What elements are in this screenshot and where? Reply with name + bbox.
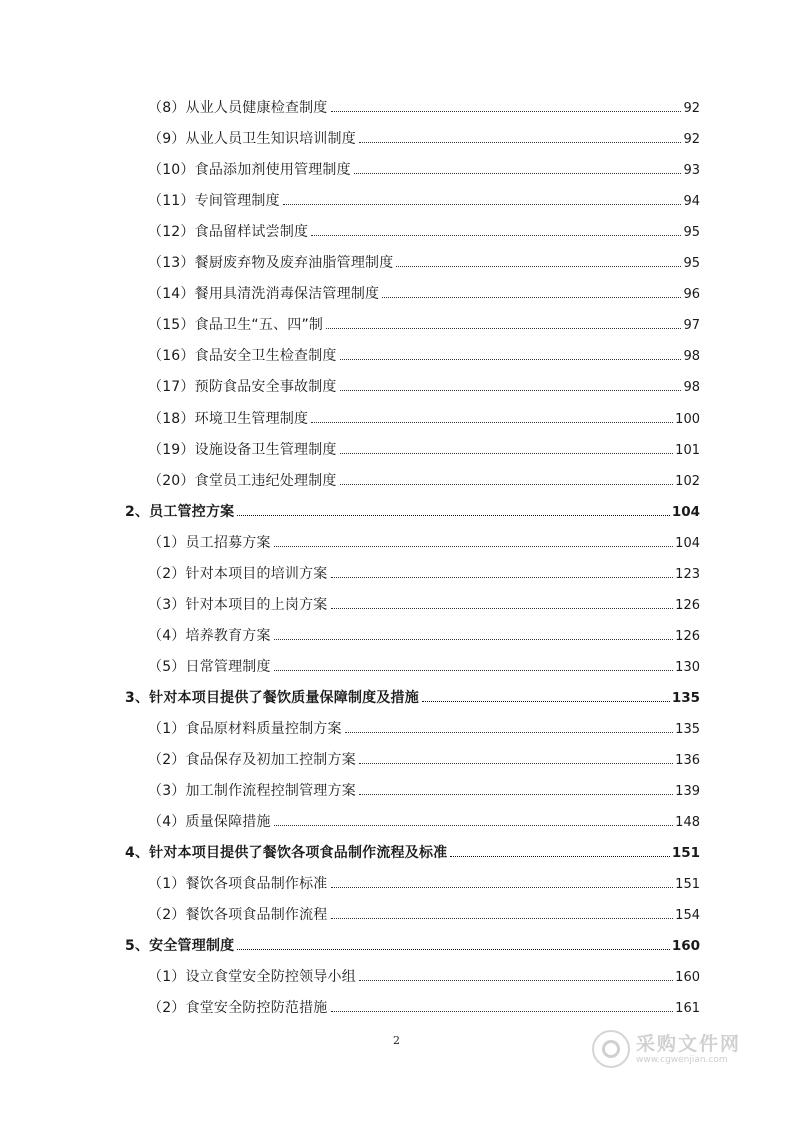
toc-subsection-entry[interactable]: [125, 649, 700, 680]
toc-entry-label: （13）餐厨废弃物及废弃油脂管理制度: [148, 255, 394, 272]
toc-entry-label: （4）培养教育方案: [148, 627, 271, 644]
toc-entry-label: （2）餐饮各项食品制作流程: [148, 907, 328, 924]
toc-entry-page: 126: [675, 628, 700, 644]
toc-entry-page: 161: [675, 1001, 700, 1017]
toc-entry-label: （2）食堂安全防控防范措施: [148, 1000, 328, 1017]
toc-subsection-entry[interactable]: [125, 959, 700, 990]
toc-entry-page: 151: [675, 877, 700, 893]
toc-entry-label: （1）员工招募方案: [148, 534, 271, 551]
toc-entry-page: 98: [683, 349, 700, 365]
dot-leader: [331, 111, 682, 112]
toc-entry-page: 100: [675, 411, 700, 427]
toc-subsection-entry[interactable]: [125, 369, 700, 400]
dot-leader: [359, 142, 682, 143]
toc-subsection-entry[interactable]: [125, 245, 700, 276]
toc-entry-label: （14）餐用具清洗消毒保洁管理制度: [148, 286, 380, 303]
toc-subsection-entry[interactable]: [125, 556, 700, 587]
toc-subsection-entry[interactable]: [125, 90, 700, 121]
toc-subsection-entry[interactable]: [125, 121, 700, 152]
toc-subsection-entry[interactable]: [125, 338, 700, 369]
dot-leader: [450, 856, 669, 857]
toc-entry-page: 154: [675, 908, 700, 924]
toc-entry-page: 123: [675, 566, 700, 582]
toc-entry-page: 102: [675, 473, 700, 489]
dot-leader: [340, 484, 674, 485]
toc-entry-page: 94: [683, 194, 700, 210]
toc-subsection-entry[interactable]: [125, 432, 700, 463]
toc-entry-label: （19）设施设备卫生管理制度: [148, 441, 337, 458]
toc-subsection-entry[interactable]: [125, 866, 700, 897]
toc-section-entry[interactable]: [125, 680, 700, 711]
toc-entry-page: 95: [683, 256, 700, 272]
toc-subsection-entry[interactable]: [125, 587, 700, 618]
toc-entry-label: （17）预防食品安全事故制度: [148, 379, 337, 396]
toc-subsection-entry[interactable]: [125, 183, 700, 214]
toc-subsection-entry[interactable]: [125, 618, 700, 649]
dot-leader: [331, 918, 674, 919]
toc-subsection-entry[interactable]: [125, 897, 700, 928]
toc-entry-label: （11）专间管理制度: [148, 193, 280, 210]
toc-subsection-entry[interactable]: [125, 742, 700, 773]
dot-leader: [311, 422, 673, 423]
dot-leader: [274, 670, 673, 671]
page-number: 2: [393, 1034, 400, 1047]
toc-entry-page: 104: [671, 503, 700, 520]
toc-entry-page: 151: [671, 845, 700, 862]
toc-entry-label: （20）食堂员工违纪处理制度: [148, 472, 337, 489]
toc-entry-page: 104: [675, 535, 700, 551]
toc-subsection-entry[interactable]: [125, 463, 700, 494]
dot-leader: [359, 794, 673, 795]
toc-entry-page: 148: [675, 815, 700, 831]
toc-subsection-entry[interactable]: [125, 276, 700, 307]
dot-leader: [331, 1011, 674, 1012]
toc-entry-page: 136: [675, 753, 700, 769]
toc-entry-label: 2、员工管控方案: [125, 503, 235, 520]
toc-subsection-entry[interactable]: [125, 152, 700, 183]
toc-subsection-entry[interactable]: [125, 804, 700, 835]
toc-entry-page: 135: [675, 721, 700, 737]
toc-section-entry[interactable]: [125, 835, 700, 866]
dot-leader: [340, 453, 674, 454]
toc-entry-label: （1）设立食堂安全防控领导小组: [148, 969, 356, 986]
dot-leader: [274, 825, 673, 826]
watermark-title: 采购文件网: [636, 1032, 742, 1055]
toc-entry-page: 97: [683, 318, 700, 334]
toc-entry-page: 130: [675, 659, 700, 675]
toc-entry-page: 92: [683, 132, 700, 148]
dot-leader: [396, 266, 681, 267]
dot-leader: [283, 204, 682, 205]
toc-entry-page: 93: [683, 163, 700, 179]
toc-entry-label: 4、针对本项目提供了餐饮各项食品制作流程及标准: [125, 845, 448, 862]
toc-entry-page: 92: [683, 101, 700, 117]
toc-section-entry[interactable]: [125, 494, 700, 525]
watermark: [592, 1028, 752, 1070]
toc-entry-label: （5）日常管理制度: [148, 658, 271, 675]
toc-entry-label: （2）食品保存及初加工控制方案: [148, 752, 356, 769]
toc-section-entry[interactable]: [125, 928, 700, 959]
toc-entry-page: 126: [675, 597, 700, 613]
toc-entry-page: 160: [675, 970, 700, 986]
toc-subsection-entry[interactable]: [125, 214, 700, 245]
dot-leader: [340, 390, 682, 391]
toc-entry-label: （4）质量保障措施: [148, 814, 271, 831]
dot-leader: [237, 515, 669, 516]
toc-subsection-entry[interactable]: [125, 990, 700, 1021]
toc-entry-label: （18）环境卫生管理制度: [148, 410, 309, 427]
toc-entry-label: （15）食品卫生“五、四”制: [148, 317, 324, 334]
toc-subsection-entry[interactable]: [125, 711, 700, 742]
toc-subsection-entry[interactable]: [125, 525, 700, 556]
dot-leader: [345, 732, 673, 733]
toc-entry-page: 101: [675, 442, 700, 458]
toc-subsection-entry[interactable]: [125, 307, 700, 338]
dot-leader: [311, 235, 681, 236]
toc-entry-label: （2）针对本项目的培训方案: [148, 565, 328, 582]
toc-entry-label: （3）加工制作流程控制管理方案: [148, 783, 356, 800]
toc-entry-label: （16）食品安全卫生检查制度: [148, 348, 337, 365]
dot-leader: [422, 701, 670, 702]
toc-entry-label: （1）餐饮各项食品制作标准: [148, 876, 328, 893]
dot-leader: [382, 297, 681, 298]
dot-leader: [340, 359, 682, 360]
table-of-contents: [125, 90, 700, 1021]
dot-leader: [359, 980, 673, 981]
toc-entry-label: （10）食品添加剂使用管理制度: [148, 162, 351, 179]
toc-entry-label: （12）食品留样试尝制度: [148, 224, 309, 241]
dot-leader: [237, 949, 669, 950]
logo-icon: [592, 1030, 630, 1068]
toc-entry-label: （9）从业人员卫生知识培训制度: [148, 131, 356, 148]
dot-leader: [274, 639, 673, 640]
toc-entry-page: 160: [671, 938, 700, 955]
dot-leader: [359, 763, 673, 764]
watermark-url: www.cgwenjian.com: [636, 1054, 728, 1065]
toc-entry-page: 135: [671, 689, 700, 706]
toc-entry-label: （8）从业人员健康检查制度: [148, 100, 328, 117]
dot-leader: [331, 887, 674, 888]
toc-entry-label: 3、针对本项目提供了餐饮质量保障制度及措施: [125, 689, 419, 706]
dot-leader: [331, 577, 674, 578]
toc-entry-label: （3）针对本项目的上岗方案: [148, 596, 328, 613]
toc-subsection-entry[interactable]: [125, 773, 700, 804]
dot-leader: [331, 608, 674, 609]
dot-leader: [274, 546, 673, 547]
toc-entry-page: 95: [683, 225, 700, 241]
dot-leader: [326, 328, 681, 329]
toc-entry-label: （1）食品原材料质量控制方案: [148, 720, 342, 737]
dot-leader: [354, 173, 682, 174]
toc-entry-page: 96: [683, 287, 700, 303]
toc-entry-label: 5、安全管理制度: [125, 938, 235, 955]
toc-entry-page: 139: [675, 784, 700, 800]
toc-subsection-entry[interactable]: [125, 400, 700, 431]
toc-entry-page: 98: [683, 380, 700, 396]
